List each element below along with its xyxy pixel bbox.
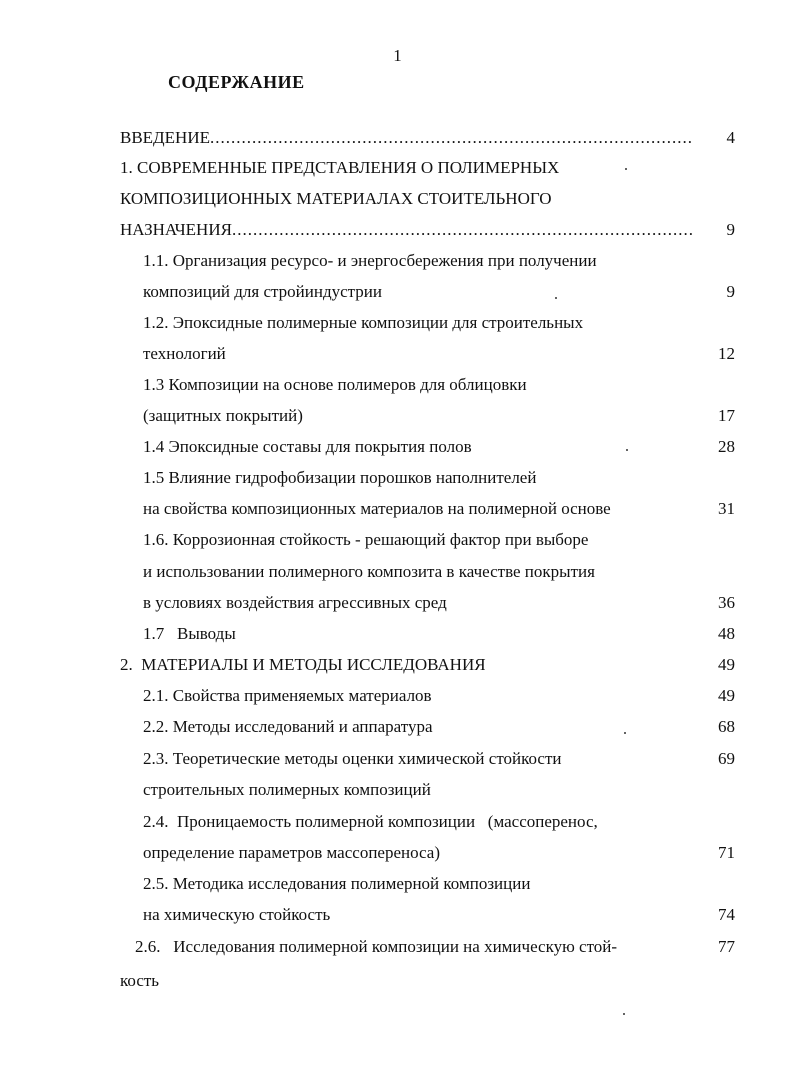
toc-page-number: 77 <box>718 937 735 956</box>
toc-entry-1-6-line-3: в условиях воздействия агрессивных сред <box>143 593 447 612</box>
toc-entry-chapter-1[interactable]: 1. СОВРЕМЕННЫЕ ПРЕДСТАВЛЕНИЯ О ПОЛИМЕРНЫХ <box>120 158 560 177</box>
toc-entry-1-2-line-2: технологий <box>143 344 226 363</box>
scan-speck <box>623 1013 625 1015</box>
page-number: 1 <box>393 46 402 65</box>
toc-page-number: 68 <box>718 717 735 736</box>
toc-page-number: 36 <box>718 593 735 612</box>
toc-entry-2-5[interactable]: 2.5. Методика исследования полимерной композиции <box>143 874 531 893</box>
toc-entry-2-4-line-2: определение параметров массопереноса) <box>143 843 440 862</box>
toc-entry-2-3[interactable]: 2.3. Теоретические методы оценки химической стойкости <box>143 749 562 768</box>
toc-page-number: 48 <box>718 624 735 643</box>
toc-entry-text: НАЗНАЧЕНИЯ <box>120 220 232 239</box>
toc-entry-chapter-2[interactable]: 2. МАТЕРИАЛЫ И МЕТОДЫ ИССЛЕДОВАНИЯ <box>120 655 486 674</box>
toc-page-number: 4 <box>726 128 735 147</box>
toc-page-number: 31 <box>718 499 735 518</box>
scan-speck <box>555 297 557 299</box>
toc-page-number: 74 <box>718 905 735 924</box>
toc-entry-text: ВВЕДЕНИЕ <box>120 128 210 147</box>
toc-entry-1-6[interactable]: 1.6. Коррозионная стойкость - решающий фактор при выборе <box>143 530 589 549</box>
toc-title: СОДЕРЖАНИЕ <box>168 72 305 92</box>
toc-page-number: 17 <box>718 406 735 425</box>
scan-speck <box>626 449 628 451</box>
toc-entry-1-4[interactable]: 1.4 Эпоксидные составы для покрытия полов <box>143 437 472 456</box>
toc-entry-2-6-line-2: кость <box>120 971 160 990</box>
toc-entry-1-3[interactable]: 1.3 Композиции на основе полимеров для облицовки <box>143 375 527 394</box>
toc-page-number: 49 <box>718 655 735 674</box>
toc-page-number: 71 <box>718 843 735 862</box>
toc-entry-chapter-1-line-3 <box>120 220 694 240</box>
toc-page-number: 49 <box>718 686 735 705</box>
toc-entry-1-1[interactable]: 1.1. Организация ресурсо- и энергосбережения при получении <box>143 251 597 270</box>
toc-page-number: 69 <box>718 749 735 768</box>
toc-entry-1-2[interactable]: 1.2. Эпоксидные полимерные композиции для строительных <box>143 313 584 332</box>
toc-entry-1-7[interactable]: 1.7 Выводы <box>143 624 236 643</box>
toc-page-number: 9 <box>726 220 735 239</box>
toc-entry-2-6[interactable]: 2.6. Исследования полимерной композиции на химическую стой- <box>135 937 618 956</box>
toc-entry-2-2[interactable]: 2.2. Методы исследований и аппаратура <box>143 717 433 736</box>
toc-page-number: 9 <box>726 282 735 301</box>
toc-entry-1-6-line-2: и использовании полимерного композита в качестве покрытия <box>143 562 595 581</box>
dot-leader <box>210 128 694 148</box>
toc-entry-1-5[interactable]: 1.5 Влияние гидрофобизации порошков наполнителей <box>143 468 537 487</box>
toc-entry-1-1-line-2: композиций для стройиндустрии <box>143 282 382 301</box>
dot-leader <box>232 220 694 240</box>
toc-entry-2-5-line-2: на химическую стойкость <box>143 905 331 924</box>
scan-speck <box>625 168 627 170</box>
toc-entry-2-3-line-2: строительных полимерных композиций <box>143 780 431 799</box>
toc-entry-1-3-line-2: (защитных покрытий) <box>143 406 303 425</box>
toc-entry-1-5-line-2: на свойства композиционных материалов на полимерной основе <box>143 499 611 518</box>
toc-entry-chapter-1-line-2: КОМПОЗИЦИОННЫХ МАТЕРИАЛАХ СТОИТЕЛЬНОГО <box>120 189 552 208</box>
scan-speck <box>624 732 626 734</box>
toc-page-number: 12 <box>718 344 735 363</box>
toc-entry-2-1[interactable]: 2.1. Свойства применяемых материалов <box>143 686 432 705</box>
toc-entry-introduction[interactable] <box>120 128 694 148</box>
toc-entry-2-4[interactable]: 2.4. Проницаемость полимерной композиции (массоперенос, <box>143 812 598 831</box>
toc-page-number: 28 <box>718 437 735 456</box>
